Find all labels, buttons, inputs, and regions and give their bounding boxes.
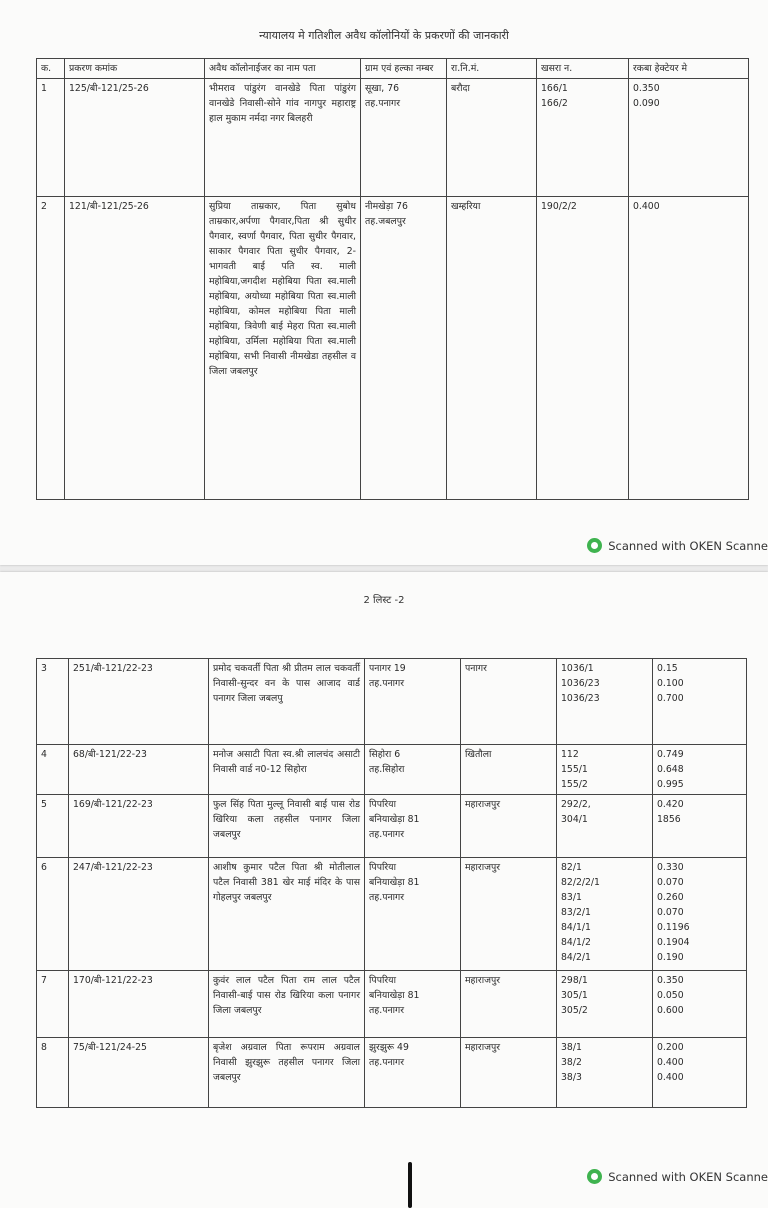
colonies-table-1 bbox=[36, 58, 749, 500]
table-row bbox=[37, 858, 747, 971]
cell-area bbox=[629, 197, 749, 500]
cell-khasra bbox=[557, 1038, 653, 1108]
cell-area-line: 0.050 bbox=[657, 990, 684, 1001]
cell-khasra-line: 305/1 bbox=[561, 990, 588, 1001]
cell-area bbox=[653, 745, 747, 795]
cell-village-line: बनियाखेड़ा 81 bbox=[369, 990, 420, 1001]
cell-khasra-line: 190/2/2 bbox=[541, 201, 577, 212]
cell-area-line: 0.400 bbox=[657, 1072, 684, 1083]
cell-khasra-line: 82/2/2/1 bbox=[561, 877, 600, 888]
cell-colonizer-name: फुल सिंह पिता मुल्लू निवासी बाई पास रोड खिरिया कला तहसील पनागर जिला जबलपुर bbox=[209, 795, 365, 858]
cell-village bbox=[365, 795, 461, 858]
cell-khasra-line: 166/2 bbox=[541, 98, 568, 109]
cell-village-line: तह.पनागर bbox=[365, 98, 401, 109]
cell-village bbox=[361, 197, 447, 500]
cell-khasra-line: 82/1 bbox=[561, 862, 582, 873]
cell-area-line: 0.700 bbox=[657, 693, 684, 704]
col-header-area: रकबा हेक्टेयर मे bbox=[629, 59, 749, 79]
cell-khasra-line: 298/1 bbox=[561, 975, 588, 986]
table-row bbox=[37, 795, 747, 858]
scanner-watermark bbox=[587, 1169, 768, 1184]
cell-area bbox=[653, 659, 747, 745]
cell-area-line: 0.400 bbox=[657, 1057, 684, 1068]
cell-khasra-line: 304/1 bbox=[561, 814, 588, 825]
cell-colonizer-name: मनोज असाटी पिता स्व.श्री लालचंद असाटी निवासी वार्ड न0-12 सिहोरा bbox=[209, 745, 365, 795]
cell-revenue-circle: महाराजपुर bbox=[461, 795, 557, 858]
cell-case-number: 247/बी-121/22-23 bbox=[69, 858, 209, 971]
cell-sn: 3 bbox=[37, 659, 69, 745]
col-header-sn: क. bbox=[37, 59, 65, 79]
cell-village-line: पिपरिया bbox=[369, 975, 396, 986]
cell-case-number: 121/बी-121/25-26 bbox=[65, 197, 205, 500]
cell-khasra bbox=[537, 197, 629, 500]
cell-case-number: 75/बी-121/24-25 bbox=[69, 1038, 209, 1108]
cell-village-line: बनियाखेड़ा 81 bbox=[369, 877, 420, 888]
cell-area-line: 1856 bbox=[657, 814, 681, 825]
table-row bbox=[37, 79, 749, 197]
cell-khasra-line: 155/2 bbox=[561, 779, 588, 790]
cell-area-line: 0.648 bbox=[657, 764, 684, 775]
cell-sn: 5 bbox=[37, 795, 69, 858]
cell-khasra-line: 305/2 bbox=[561, 1005, 588, 1016]
cell-area-line: 0.749 bbox=[657, 749, 684, 760]
cell-area-line: 0.190 bbox=[657, 952, 684, 963]
cell-village bbox=[361, 79, 447, 197]
cell-village-line: नीमखेड़ा 76 bbox=[365, 201, 408, 212]
cell-case-number: 251/बी-121/22-23 bbox=[69, 659, 209, 745]
cell-village-line: सिहोरा 6 bbox=[369, 749, 401, 760]
table-row bbox=[37, 197, 749, 500]
cell-area bbox=[653, 1038, 747, 1108]
cell-case-number: 170/बी-121/22-23 bbox=[69, 971, 209, 1038]
cell-khasra bbox=[537, 79, 629, 197]
cell-area-line: 0.070 bbox=[657, 877, 684, 888]
oken-logo-icon bbox=[587, 538, 602, 553]
cell-area-line: 0.350 bbox=[633, 83, 660, 94]
cell-village-line: तह.पनागर bbox=[369, 1005, 405, 1016]
cell-village-line: झुरझुरू 49 bbox=[369, 1042, 409, 1053]
col-header-case: प्रकरण कमांक bbox=[65, 59, 205, 79]
cell-colonizer-name: बृजेश अग्रवाल पिता रूपराम अग्रवाल निवासी झुरझुरू तहसील पनागर जिला जबलपुर bbox=[209, 1038, 365, 1108]
cell-area-line: 0.400 bbox=[633, 201, 660, 212]
cell-area bbox=[629, 79, 749, 197]
cell-village-line: तह.पनागर bbox=[369, 892, 405, 903]
cell-area-line: 0.260 bbox=[657, 892, 684, 903]
scanned-page-2 bbox=[0, 572, 768, 1208]
cell-area bbox=[653, 795, 747, 858]
cell-revenue-circle: पनागर bbox=[461, 659, 557, 745]
cell-case-number: 125/बी-121/25-26 bbox=[65, 79, 205, 197]
cell-colonizer-name: भीमराव पांडुरंग वानखेडे पिता पांडुरंग वानखेडे निवासी-सोने गांव नागपुर महाराष्ट्र हाल मुकाम नर्मदा नगर बिलहरी bbox=[205, 79, 361, 197]
col-header-name: अवैध कॉलोनाईजर का नाम पता bbox=[205, 59, 361, 79]
cell-khasra-line: 155/1 bbox=[561, 764, 588, 775]
cell-area-line: 0.070 bbox=[657, 907, 684, 918]
cell-sn: 1 bbox=[37, 79, 65, 197]
cell-village-line: बनियाखेड़ा 81 bbox=[369, 814, 420, 825]
cell-revenue-circle: महाराजपुर bbox=[461, 858, 557, 971]
cell-village-line: पिपरिया bbox=[369, 862, 396, 873]
cell-village-line: तह.पनागर bbox=[369, 829, 405, 840]
cell-khasra-line: 1036/23 bbox=[561, 678, 600, 689]
scanner-text: Scanned with OKEN Scanne bbox=[608, 538, 768, 553]
cell-area bbox=[653, 858, 747, 971]
oken-logo-icon bbox=[587, 1169, 602, 1184]
cell-area-line: 0.995 bbox=[657, 779, 684, 790]
cell-village-line: तह.जबलपुर bbox=[365, 216, 406, 227]
cell-colonizer-name: सुप्रिया ताम्रकार, पिता सुबोध ताम्रकार,अर्पणा पैगवार,पिता श्री सुधीर पैगवार, स्वर्णा पैगवार, पिता सुधीर पैगवार, साकार पैगवार पिता सुधीर पैगवार, 2-भागवती बाई पति स्व. माली महोबिया,जगदीश महोबिया पिता स्व.माली महोबिया, अयोध्या महोबिया पिता स्व.माली महोबिया, कोमल महोबिया पिता माली महोबिया, त्रिवेणी बाई मेहरा पिता स्व.माली महोबिया, उर्मिला महोबिया पिता स्व.माली महोबिया, सभी निवासी नीमखेडा तहसील व जिला जबलपुर bbox=[205, 197, 361, 500]
scanner-text: Scanned with OKEN Scanne bbox=[608, 1169, 768, 1184]
pen-mark bbox=[408, 1162, 412, 1208]
cell-area-line: 0.420 bbox=[657, 799, 684, 810]
cell-area-line: 0.1196 bbox=[657, 922, 690, 933]
cell-revenue-circle: खितौला bbox=[461, 745, 557, 795]
cell-khasra-line: 38/3 bbox=[561, 1072, 582, 1083]
cell-khasra-line: 1036/1 bbox=[561, 663, 594, 674]
table-row bbox=[37, 1038, 747, 1108]
cell-village bbox=[365, 745, 461, 795]
cell-khasra-line: 166/1 bbox=[541, 83, 568, 94]
scanned-page-1 bbox=[0, 0, 768, 565]
cell-village-line: तह.पनागर bbox=[369, 678, 405, 689]
cell-khasra bbox=[557, 745, 653, 795]
cell-area bbox=[653, 971, 747, 1038]
cell-area-line: 0.350 bbox=[657, 975, 684, 986]
cell-revenue-circle: बरौदा bbox=[447, 79, 537, 197]
cell-khasra-line: 1036/23 bbox=[561, 693, 600, 704]
cell-khasra-line: 83/1 bbox=[561, 892, 582, 903]
page-title: न्यायालय मे गतिशील अवैध कॉलोनियों के प्रकरणों की जानकारी bbox=[259, 29, 509, 42]
table-row bbox=[37, 659, 747, 745]
cell-khasra-line: 84/1/2 bbox=[561, 937, 591, 948]
cell-khasra-line: 292/2, bbox=[561, 799, 591, 810]
cell-khasra bbox=[557, 795, 653, 858]
cell-village bbox=[365, 971, 461, 1038]
col-header-khasra: खसरा न. bbox=[537, 59, 629, 79]
page-subtitle: 2 लिस्ट -2 bbox=[363, 595, 405, 606]
cell-revenue-circle: खम्हरिया bbox=[447, 197, 537, 500]
scanner-watermark bbox=[587, 538, 768, 553]
cell-khasra-line: 83/2/1 bbox=[561, 907, 591, 918]
table-row bbox=[37, 971, 747, 1038]
cell-khasra-line: 38/2 bbox=[561, 1057, 582, 1068]
cell-khasra-line: 38/1 bbox=[561, 1042, 582, 1053]
cell-khasra bbox=[557, 971, 653, 1038]
cell-village-line: सूखा, 76 bbox=[365, 83, 400, 94]
cell-village bbox=[365, 858, 461, 971]
cell-khasra bbox=[557, 659, 653, 745]
cell-colonizer-name: कुवंर लाल पटैल पिता राम लाल पटैल निवासी-बाई पास रोड खिरिया कला पनागर जिला जबलपुर bbox=[209, 971, 365, 1038]
cell-area-line: 0.15 bbox=[657, 663, 678, 674]
cell-sn: 7 bbox=[37, 971, 69, 1038]
cell-area-line: 0.600 bbox=[657, 1005, 684, 1016]
cell-village bbox=[365, 659, 461, 745]
cell-colonizer-name: आशीष कुमार पटैल पिता श्री मोतीलाल पटैल निवासी 381 खेर माई मंदिर के पास गोहलपुर जबलपुर bbox=[209, 858, 365, 971]
cell-revenue-circle: महाराजपुर bbox=[461, 1038, 557, 1108]
cell-village-line: पिपरिया bbox=[369, 799, 396, 810]
cell-case-number: 68/बी-121/22-23 bbox=[69, 745, 209, 795]
cell-case-number: 169/बी-121/22-23 bbox=[69, 795, 209, 858]
cell-colonizer-name: प्रमोद चकवर्ती पिता श्री प्रीतम लाल चकवर्ती निवासी-सुन्दर वन के पास आजाद वार्ड पनागर जिला जबलपु bbox=[209, 659, 365, 745]
cell-village bbox=[365, 1038, 461, 1108]
cell-sn: 2 bbox=[37, 197, 65, 500]
cell-khasra-line: 112 bbox=[561, 749, 579, 760]
colonies-table-2 bbox=[36, 658, 747, 1108]
cell-khasra bbox=[557, 858, 653, 971]
cell-sn: 4 bbox=[37, 745, 69, 795]
cell-area-line: 0.100 bbox=[657, 678, 684, 689]
cell-revenue-circle: महाराजपुर bbox=[461, 971, 557, 1038]
cell-khasra-line: 84/2/1 bbox=[561, 952, 591, 963]
cell-area-line: 0.200 bbox=[657, 1042, 684, 1053]
cell-village-line: तह.सिहोरा bbox=[369, 764, 405, 775]
cell-area-line: 0.1904 bbox=[657, 937, 690, 948]
col-header-rnm: रा.नि.मं. bbox=[447, 59, 537, 79]
cell-area-line: 0.090 bbox=[633, 98, 660, 109]
cell-village-line: तह.पनागर bbox=[369, 1057, 405, 1068]
table-header-row bbox=[37, 59, 749, 79]
table-row bbox=[37, 745, 747, 795]
cell-khasra-line: 84/1/1 bbox=[561, 922, 591, 933]
col-header-village: ग्राम एवं हल्का नम्बर bbox=[361, 59, 447, 79]
cell-sn: 8 bbox=[37, 1038, 69, 1108]
cell-area-line: 0.330 bbox=[657, 862, 684, 873]
cell-village-line: पनागर 19 bbox=[369, 663, 406, 674]
cell-sn: 6 bbox=[37, 858, 69, 971]
